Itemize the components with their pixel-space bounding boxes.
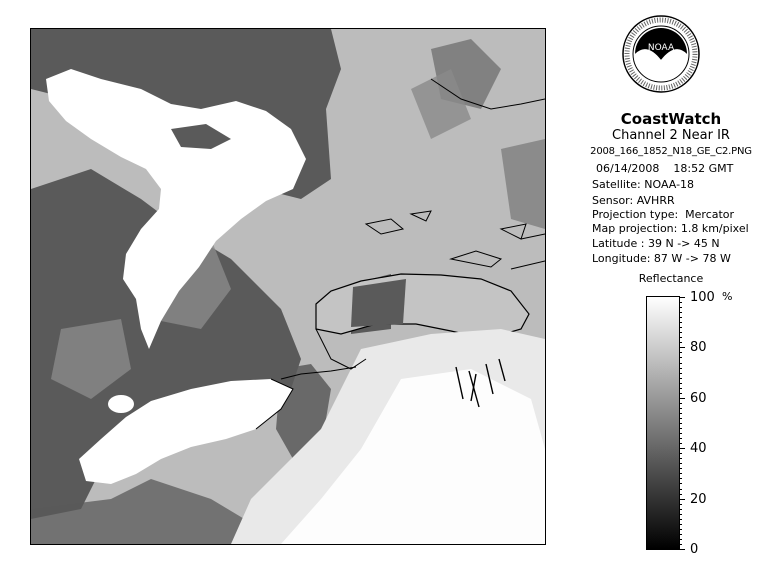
colorbar-minor-tick [679,418,682,419]
scale-unit: % [722,290,733,303]
colorbar-minor-tick [679,317,682,318]
colorbar-minor-tick [679,368,682,369]
colorbar-minor-tick [679,534,682,535]
colorbar-minor-tick [679,332,682,333]
reflectance-colorbar [646,296,680,550]
scale-title: Reflectance [638,272,704,285]
longitude-label: Longitude: 87 W -> 78 W [592,252,731,265]
colorbar-minor-tick [679,352,682,353]
filename-label: 2008_166_1852_N18_GE_C2.PNG [590,146,752,157]
colorbar-minor-tick [679,327,682,328]
satellite-label: Satellite: NOAA-18 [592,178,695,191]
colorbar-minor-tick [679,373,682,374]
colorbar-minor-tick [679,363,682,364]
colorbar-minor-tick [679,478,682,479]
colorbar-minor-tick [679,322,682,323]
colorbar-minor-tick [679,393,682,394]
colorbar-minor-tick [679,342,682,343]
colorbar-minor-tick [679,378,682,379]
colorbar-tick-label: 0 [690,542,699,557]
projection-type-label: Projection type: Mercator [592,208,735,221]
colorbar-minor-tick [679,337,682,338]
colorbar-major-tick [679,549,685,550]
colorbar-minor-tick [679,388,682,389]
colorbar-tick-label: 100 [690,290,715,305]
colorbar-minor-tick [679,403,682,404]
colorbar-minor-tick [679,433,682,434]
colorbar-minor-tick [679,473,682,474]
colorbar-minor-tick [679,489,682,490]
colorbar-minor-tick [679,448,682,449]
colorbar-minor-tick [679,383,682,384]
satellite-image [31,29,545,544]
colorbar-minor-tick [679,312,682,313]
colorbar-minor-tick [679,428,682,429]
colorbar-minor-tick [679,453,682,454]
channel-label: Channel 2 Near IR [612,128,730,143]
colorbar-minor-tick [679,499,682,500]
colorbar-minor-tick [679,347,682,348]
lake-ontario-dark [351,279,406,327]
colorbar-minor-tick [679,443,682,444]
logo-text: NOAA [647,43,675,53]
colorbar-minor-tick [679,509,682,510]
colorbar-minor-tick [679,458,682,459]
colorbar-minor-tick [679,544,682,545]
colorbar-minor-tick [679,539,682,540]
colorbar-minor-tick [679,504,682,505]
colorbar-minor-tick [679,468,682,469]
colorbar-minor-tick [679,408,682,409]
colorbar-tick-label: 80 [690,340,707,356]
colorbar-tick-label: 60 [690,390,707,406]
lake-st-clair [108,395,134,413]
colorbar-minor-tick [679,307,682,308]
colorbar-minor-tick [679,463,682,464]
noaa-logo [621,14,701,94]
colorbar-minor-tick [679,529,682,530]
colorbar-minor-tick [679,519,682,520]
colorbar-minor-tick [679,494,682,495]
colorbar-minor-tick [679,423,682,424]
colorbar-minor-tick [679,413,682,414]
colorbar-minor-tick [679,514,682,515]
colorbar-minor-tick [679,357,682,358]
colorbar-minor-tick [679,398,682,399]
colorbar-minor-tick [679,297,682,298]
sensor-label: Sensor: AVHRR [592,194,675,207]
colorbar-tick-label: 40 [690,441,707,457]
colorbar-minor-tick [679,438,682,439]
product-title: CoastWatch [620,110,722,128]
map-projection-label: Map projection: 1.8 km/pixel [592,222,749,235]
colorbar-minor-tick [679,302,682,303]
satellite-image-panel[interactable] [30,28,546,545]
datetime-label: 06/14/2008 18:52 GMT [596,162,734,175]
latitude-label: Latitude : 39 N -> 45 N [592,237,720,250]
colorbar-tick-label: 20 [690,491,707,507]
colorbar-minor-tick [679,524,682,525]
colorbar-minor-tick [679,483,682,484]
noaa-seal-icon [621,14,701,94]
